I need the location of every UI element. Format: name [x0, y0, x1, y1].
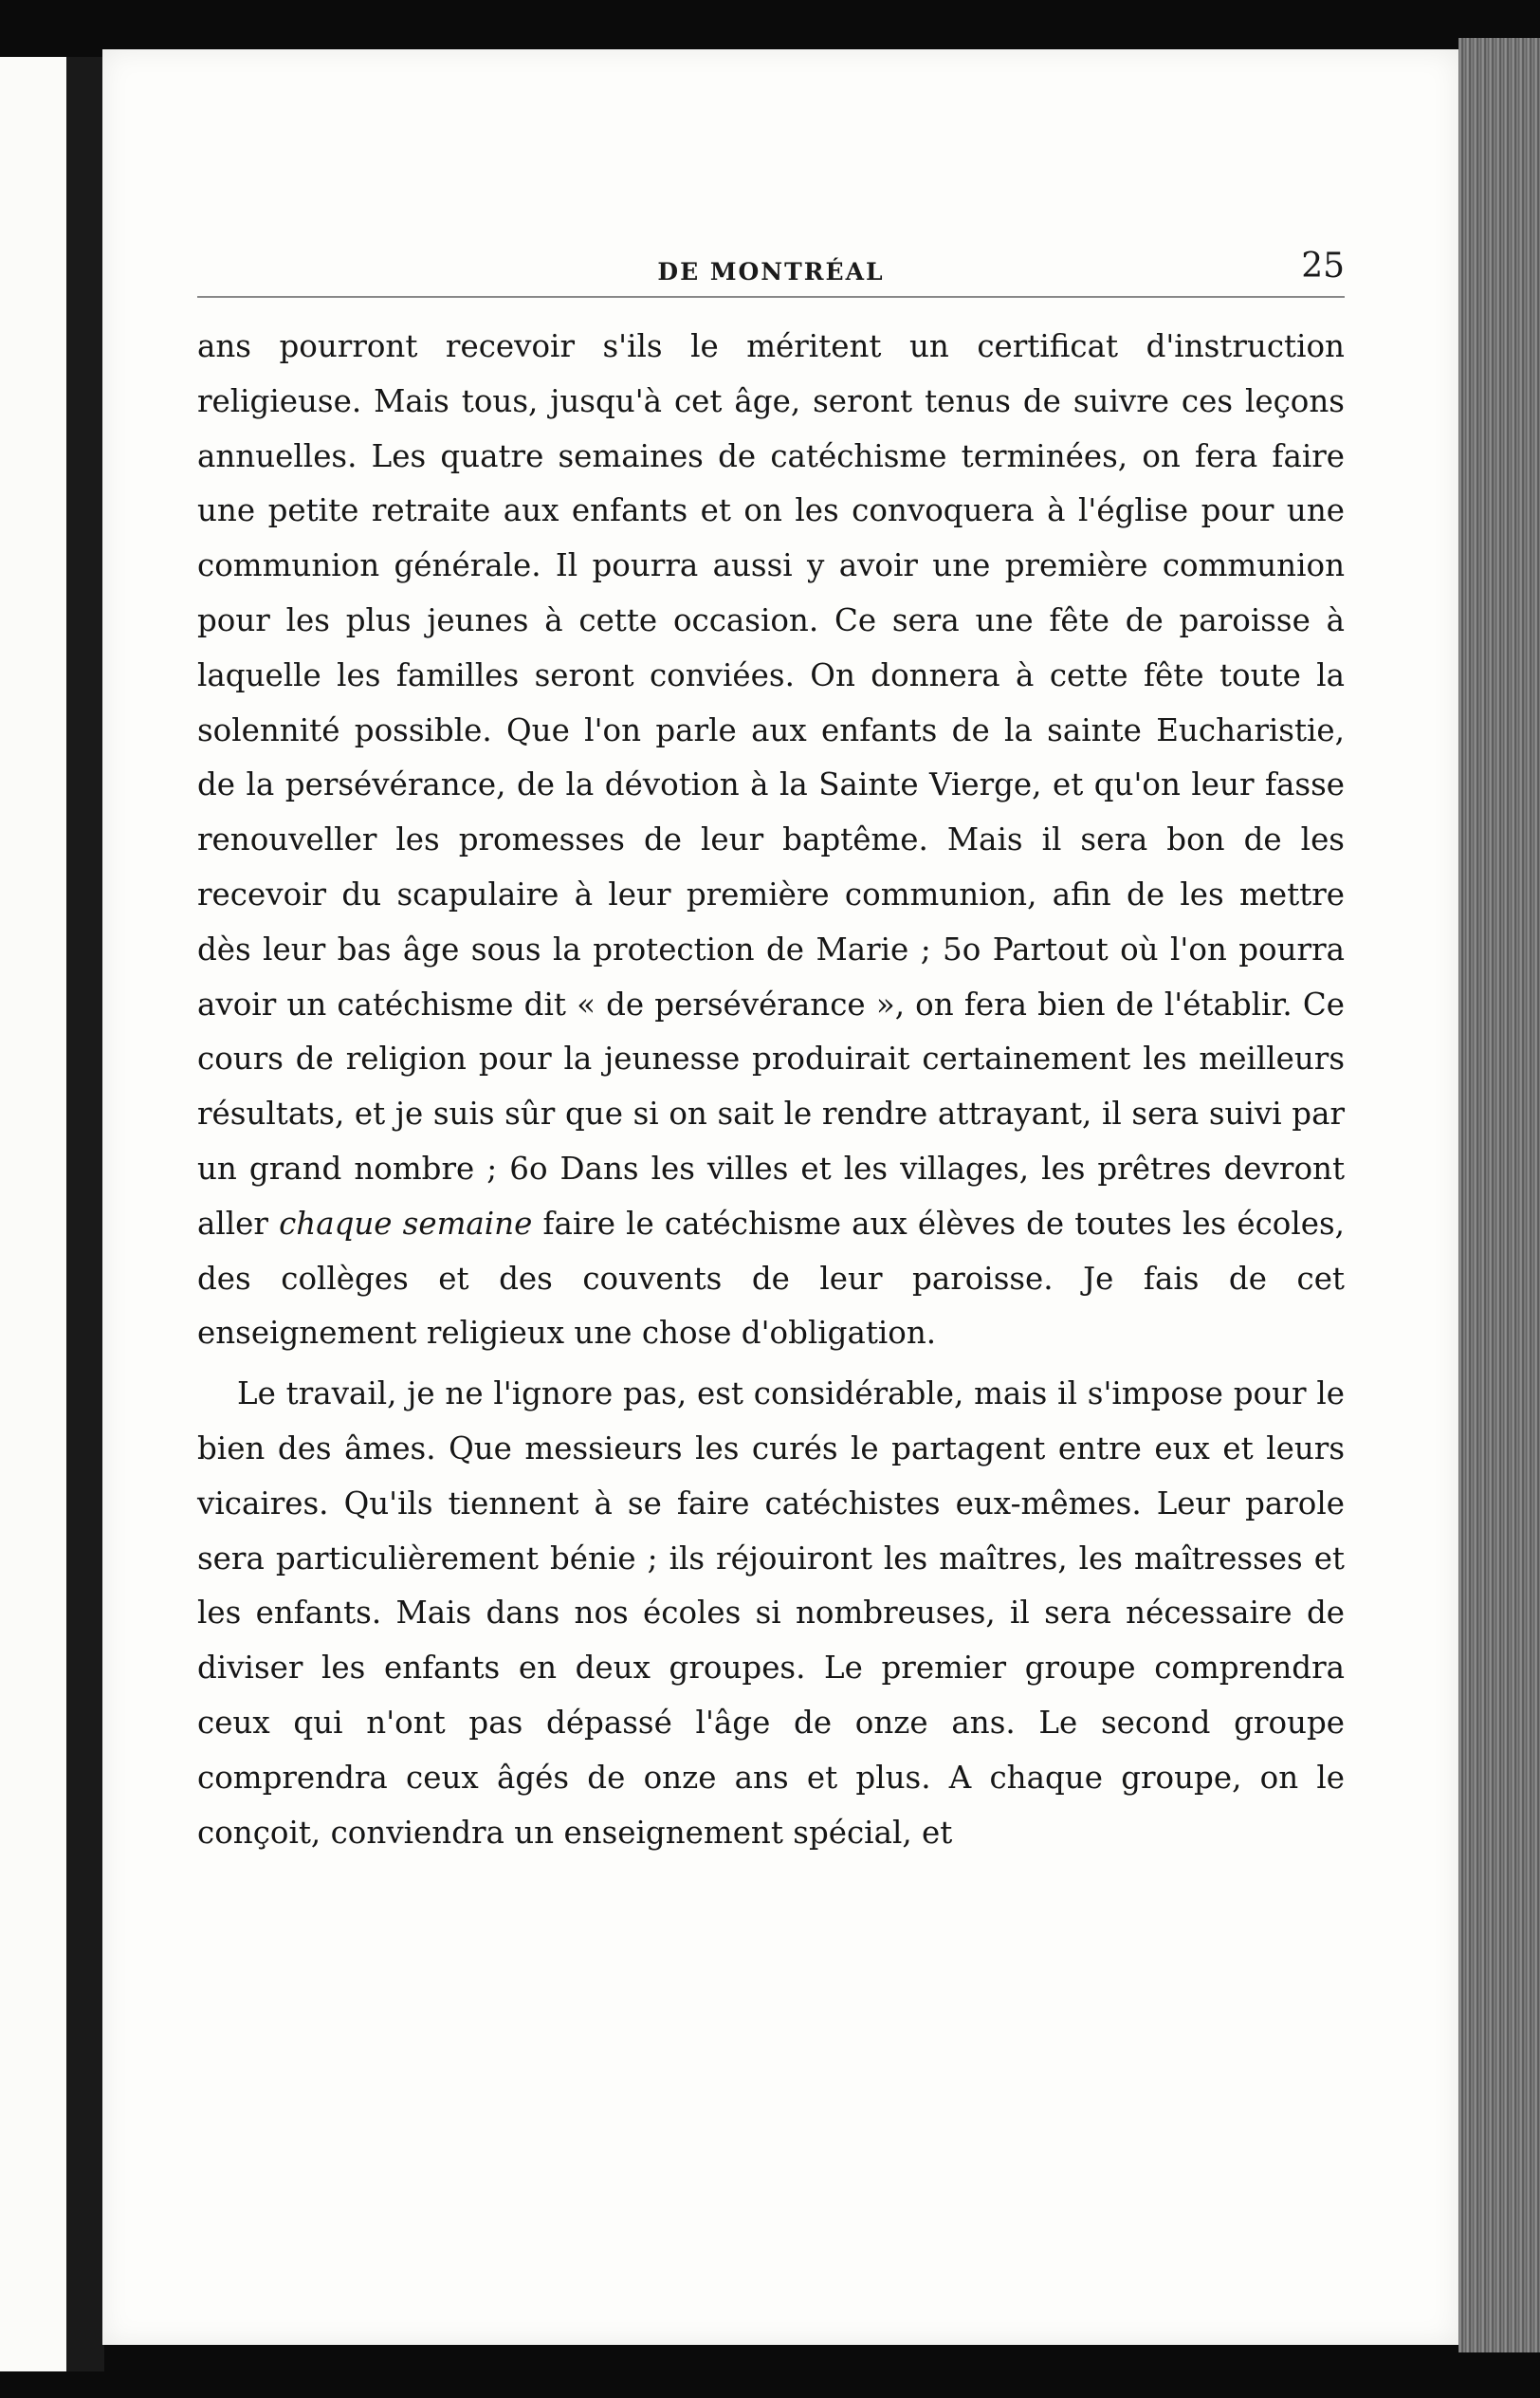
body-text	[197, 320, 1345, 1860]
page-number: 25	[1301, 247, 1345, 286]
paragraph-2: Le travail, je ne l'ignore pas, est considérable, mais il s'impose pour le bien des âmes. Que messieurs les curés le partagent entre eux et leurs vicaires. Qu'ils tiennent à se faire catéchistes eux-mêmes. Leur parole sera particulièrement bénie ; ils réjouiront les maîtres, les maîtresses et les enfants. Mais dans nos écoles si nombreuses, il sera nécessaire de diviser les enfants en deux groupes. Le premier groupe comprendra ceux qui n'ont pas dépassé l'âge de onze ans. Le second groupe comprendra ceux âgés de onze ans et plus. A chaque groupe, on le conçoit, conviendra un enseignement spécial, et	[197, 1375, 1345, 1851]
paragraph-1-text: ans pourront recevoir s'ils le méritent un certificat d'instruction religieuse. Mais tous, jusqu'à cet âge, seront tenus de suivre ces leçons annuelles. Les quatre semaines de catéchisme terminées, on fera faire une petite retraite aux enfants et on les convoquera à l'église pour une communion générale. Il pourra aussi y avoir une première communion pour les plus jeunes à cette occasion. Ce sera une fête de paroisse à laquelle les familles seront conviées. On donnera à cette fête toute la solennité possible. Que l'on parle aux enfants de la sainte Eucharistie, de la persévérance, de la dévotion à la Sainte Vierge, et qu'on leur fasse renouveller les promesses de leur baptême. Mais il sera bon de les recevoir du scapulaire à leur première communion, afin de les mettre dès leur bas âge sous la protection de Marie ; 5o Partout où l'on pourra avoir un catéchisme dit « de persévérance », on fera bien de l'établir. Ce cours de religion pour la jeunesse produirait certainement les meilleurs résultats, et je suis sûr que si on sait le rendre attrayant, il sera suivi par un grand nombre ; 6o Dans les villes et les villages, les prêtres devront aller	[197, 328, 1345, 1242]
book-gutter	[66, 57, 104, 2371]
running-head	[197, 211, 1345, 298]
adjacent-page-edge	[0, 57, 66, 2371]
book-page	[102, 49, 1458, 2345]
running-title: DE MONTRÉAL	[657, 258, 885, 286]
paragraph-1	[197, 320, 1345, 1361]
paragraph-1-emphasis: chaque semaine	[279, 1205, 533, 1242]
paragraph-1-end: faire le catéchisme aux élèves de toutes les écoles, des collèges et des couvents de leur paroisse. Je fais de cet enseignement religieux une chose d'obligation.	[197, 1205, 1345, 1352]
page-stack-edge	[1458, 38, 1540, 2352]
